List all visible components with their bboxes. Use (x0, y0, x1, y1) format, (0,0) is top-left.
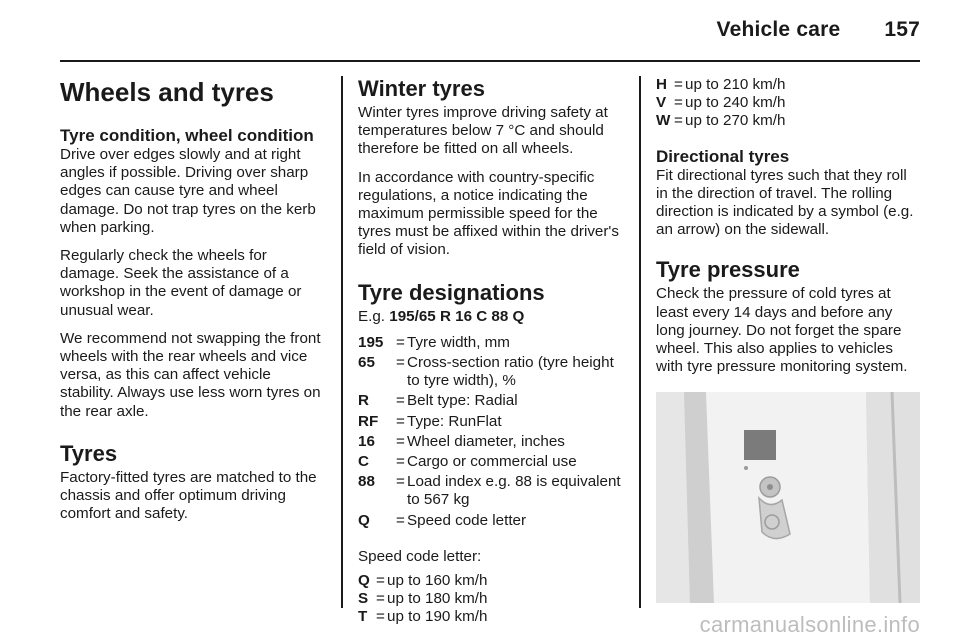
header-rule (60, 60, 920, 62)
column-2 (358, 76, 624, 627)
paragraph: Check the pressure of cold tyres at least every 14 days and before any long journey. Do not forget the spare wheel. This also applies to vehicles with tyre pressure monitoring system. (656, 285, 908, 376)
section-title: Wheels and tyres (60, 77, 274, 107)
designation-term: C (358, 453, 369, 471)
subsection-title-tyres: Tyres (60, 440, 118, 466)
designation-term: Q (358, 511, 370, 529)
designation-term: 65 (358, 354, 375, 372)
paragraph: Winter tyres improve driving safety at temperatures below 7 °C and should therefore be fitted on all wheels. (358, 104, 608, 158)
column-divider-2 (639, 76, 641, 608)
column-1 (60, 76, 326, 533)
example-code: 195/65 R 16 C 88 Q (389, 307, 525, 325)
designation-def: = Load index e.g. 88 is equivalent to 567 kg (396, 473, 621, 509)
subsection-title-tyre-designations: Tyre designations (358, 279, 545, 305)
column-3 (656, 76, 922, 603)
designation-term: RF (358, 412, 379, 430)
speed-code-list-continued (656, 76, 922, 131)
door-pillar-photo (656, 392, 920, 603)
speed-code-def: = up to 190 km/h (376, 608, 488, 626)
paragraph: Factory-fitted tyres are matched to the chassis and offer optimum driving comfort and safety. (60, 468, 317, 523)
speed-code-term: W (656, 112, 671, 130)
door-pillar-illustration (656, 392, 920, 603)
paragraph: Drive over edges slowly and at right angles if possible. Driving over sharp edges can cause tyre and wheel damage. Do not trap tyres on the kerb when parking. (60, 146, 316, 236)
designation-def: = Tyre width, mm (396, 333, 510, 351)
designation-term: R (358, 392, 369, 410)
page-number: 157 (884, 18, 920, 41)
designation-term: 195 (358, 333, 384, 351)
speed-code-term: T (358, 608, 368, 626)
speed-code-intro: Speed code letter: (358, 547, 482, 565)
subsection-title-directional-tyres: Directional tyres (656, 146, 790, 166)
designation-def: = Belt type: Radial (396, 392, 518, 410)
designation-term: 16 (358, 432, 375, 450)
paragraph: In accordance with country-specific regulations, a notice indicating the maximum permissible speed for the tyres must be affixed within the driver's field of vision. (358, 168, 619, 259)
speed-code-term: H (656, 76, 667, 93)
designation-example (358, 308, 624, 326)
speed-code-term: V (656, 94, 667, 112)
paragraph: Fit directional tyres such that they roll in the direction of travel. The rolling direction is indicated by a symbol (e.g. an arrow) on the sidewall. (656, 166, 914, 239)
subsection-title-tyre-pressure: Tyre pressure (656, 257, 800, 283)
subsection-title-tyre-condition: Tyre condition, wheel condition (60, 126, 314, 145)
designation-def: = Cargo or commercial use (396, 453, 577, 471)
designation-def: = Type: RunFlat (396, 412, 502, 430)
subsection-title-winter-tyres: Winter tyres (358, 76, 485, 101)
designation-def: = Wheel diameter, inches (396, 432, 565, 450)
paragraph: Regularly check the wheels for damage. Seek the assistance of a workshop in the event of damage or unusual wear. (60, 247, 302, 319)
header-title: Vehicle care (716, 18, 841, 41)
speed-code-term: S (358, 590, 369, 608)
paragraph: We recommend not swapping the front wheels with the rear wheels and vice versa, as this can affect vehicle stability. Always use less worn tyres on the rear axle. (60, 329, 321, 420)
speed-code-def: = up to 180 km/h (376, 590, 488, 608)
designation-def: = Cross-section ratio (tyre height to tyre width), % (396, 354, 614, 390)
speed-code-term: Q (358, 572, 370, 590)
speed-code-def: = up to 270 km/h (674, 112, 786, 130)
speed-code-def: = up to 210 km/h (674, 76, 786, 93)
speed-code-list (358, 572, 624, 627)
speed-code-def: = up to 160 km/h (376, 572, 488, 590)
speed-code-def: = up to 240 km/h (674, 94, 786, 112)
designation-list (358, 334, 624, 530)
watermark: carmanualsonline.info (699, 612, 920, 637)
example-prefix: E.g. (358, 307, 386, 325)
page-header (717, 18, 920, 42)
column-divider-1 (341, 76, 343, 608)
designation-term: 88 (358, 473, 375, 491)
designation-def: = Speed code letter (396, 511, 527, 529)
